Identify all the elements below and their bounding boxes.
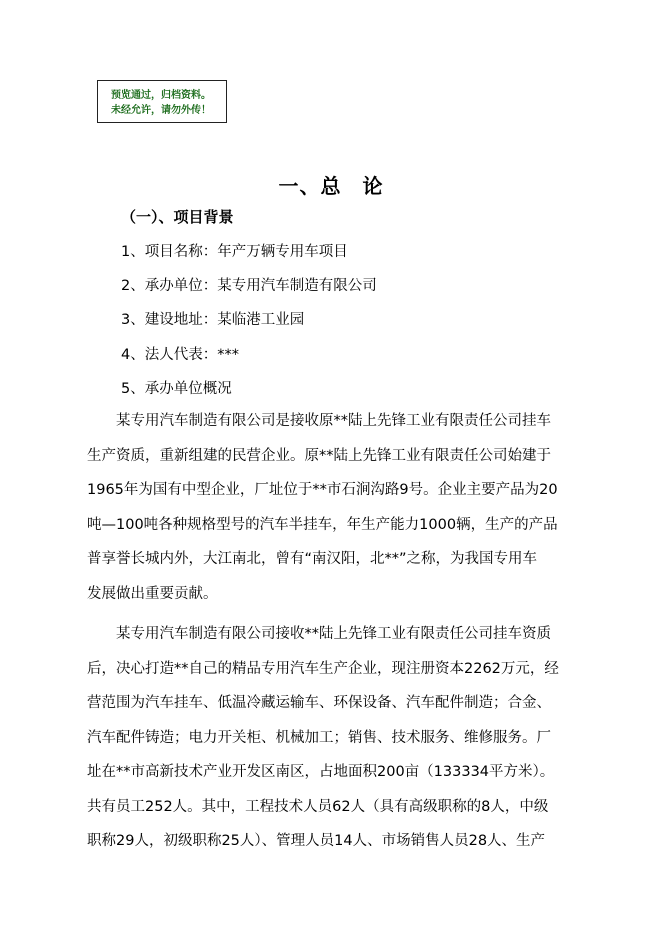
paragraph-line: 某专用汽车制造有限公司接收**陆上先锋工业有限责任公司挂车资质 <box>87 626 551 642</box>
chapter-title: 一、总 论 <box>278 174 384 198</box>
paragraph-line: 吨—100吨各种规格型号的汽车半挂车，年生产能力1000辆，生产的产品 <box>87 516 558 533</box>
paragraph-line: 营范围为汽车挂车、低温冷藏运输车、环保设备、汽车配件制造；合金、 <box>87 695 551 711</box>
paragraph-company-history <box>87 404 607 611</box>
paragraph-line: 址在**市高新技术产业开发区南区，占地面积200亩（133334平方米）。 <box>87 764 555 780</box>
item-legal-rep: 4、法人代表：*** <box>121 347 239 363</box>
paragraph-line: 生产资质，重新组建的民营企业。原**陆上先锋工业有限责任公司始建于 <box>87 447 551 464</box>
paragraph-line: 1965年为国有中型企业，厂址位于**市石涧沟路9号。企业主要产品为20 <box>87 482 558 498</box>
stamp-line-1: 预览通过，归档资料。 <box>111 90 211 101</box>
paragraph-line: 职称29人，初级职称25人）、管理人员14人、市场销售人员28人、生产 <box>87 833 546 849</box>
section-heading: （一）、项目背景 <box>121 208 234 226</box>
paragraph-line: 某专用汽车制造有限公司是接收原**陆上先锋工业有限责任公司挂车 <box>87 413 551 429</box>
paragraph-line: 普享誉长城内外，大江南北，曾有“南汉阳，北**”之称，为我国专用车 <box>87 551 538 567</box>
item-site: 3、建设地址：某临港工业园 <box>121 312 305 328</box>
paragraph-company-profile <box>87 617 607 859</box>
item-sponsor: 2、承办单位：某专用汽车制造有限公司 <box>121 278 377 294</box>
paragraph-line: 发展做出重要贡献。 <box>87 585 218 602</box>
paragraph-line: 汽车配件铸造；电力开关柜、机械加工；销售、技术服务、维修服务。厂 <box>87 729 551 746</box>
paragraph-line: 共有员工252人。其中，工程技术人员62人（具有高级职称的8人，中级 <box>87 798 549 815</box>
item-sponsor-overview: 5、承办单位概况 <box>121 381 232 397</box>
stamp-line-2: 未经允许，请勿外传！ <box>111 105 211 116</box>
watermark-stamp <box>97 80 227 123</box>
item-project-name: 1、项目名称：年产万辆专用车项目 <box>121 244 348 260</box>
paragraph-line: 后，决心打造**自己的精品专用汽车生产企业，现注册资本2262万元，经 <box>87 660 559 677</box>
